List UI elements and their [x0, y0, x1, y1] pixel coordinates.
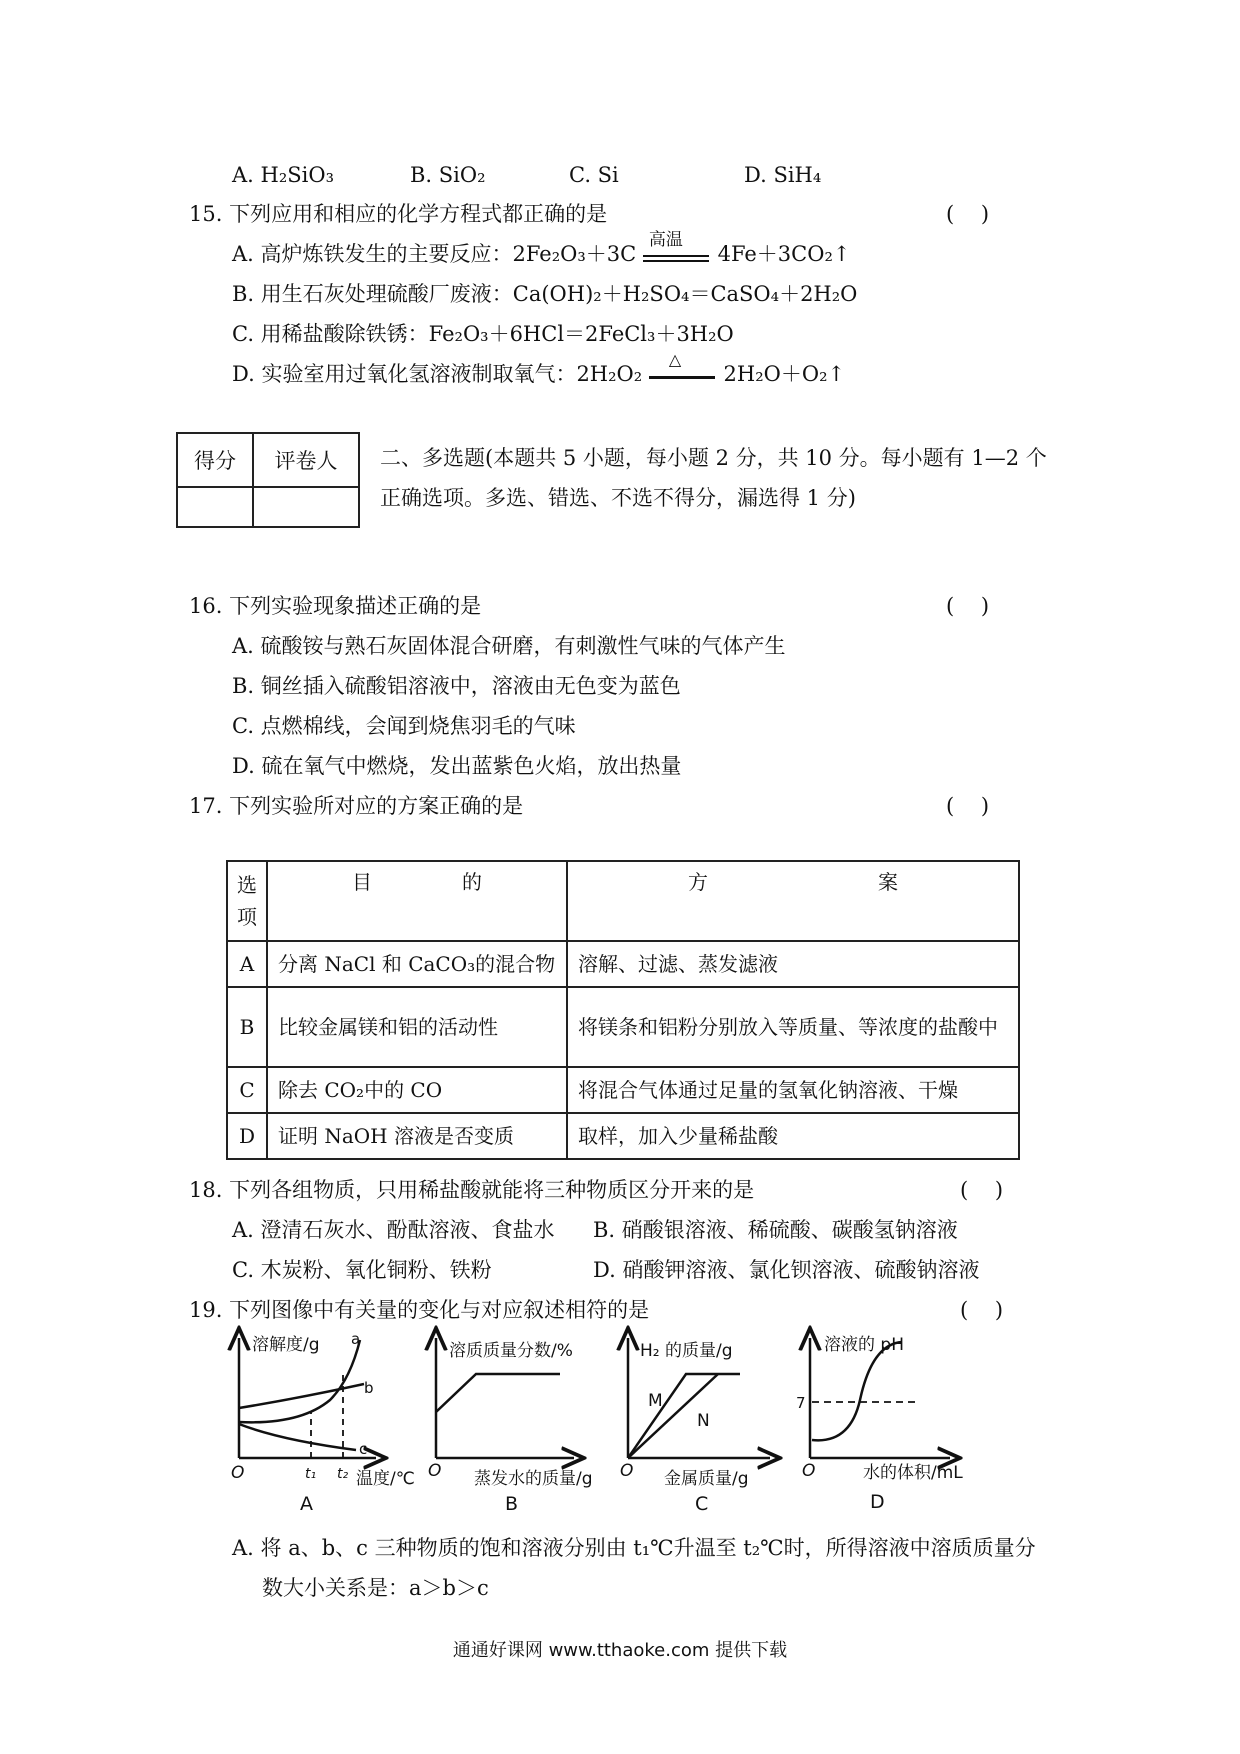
- q19-stem: 19. 下列图像中有关量的变化与对应叙述相符的是: [189, 1298, 650, 1322]
- q18-answer-paren: ( ): [960, 1178, 1004, 1202]
- graph-c-line-m: [628, 1374, 740, 1458]
- q16-option-a: A. 硫酸铵与熟石灰固体混合研磨，有刺激性气味的气体产生: [232, 634, 786, 658]
- graph-c-ylabel: H₂ 的质量/g: [640, 1341, 733, 1361]
- q17-row-a-option: A: [227, 941, 267, 987]
- q15-answer-paren: ( ): [946, 202, 990, 226]
- q18-option-b: B. 硝酸银溶液、稀硫酸、碳酸氢钠溶液: [593, 1218, 958, 1242]
- q14-option-b: B. SiO₂: [410, 163, 486, 187]
- q17-row-c-purpose: 除去 CO₂中的 CO: [267, 1067, 567, 1113]
- section2-line2: 正确选项。多选、错选、不选不得分，漏选得 1 分): [380, 486, 856, 510]
- graph-d: [810, 1338, 950, 1458]
- q14-option-a: A. H₂SiO₃: [232, 163, 334, 187]
- graph-a-caption: A: [300, 1493, 313, 1515]
- q15-stem: 15. 下列应用和相应的化学方程式都正确的是: [189, 202, 608, 226]
- q17-header-plan-1: 方: [688, 870, 708, 894]
- q15-d-products: 2H₂O＋O₂↑: [723, 362, 846, 386]
- graph-a-label-a: a: [351, 1330, 361, 1348]
- q16-answer-paren: ( ): [946, 594, 990, 618]
- grader-label: 评卷人: [254, 434, 358, 488]
- q17-row-a-purpose: 分离 NaCl 和 CaCO₃的混合物: [267, 941, 567, 987]
- q18-option-c: C. 木炭粉、氧化铜粉、铁粉: [232, 1258, 492, 1282]
- graph-c-origin: O: [620, 1461, 634, 1481]
- q15-a-condition: 高温: [648, 229, 683, 250]
- q17-row-d-purpose: 证明 NaOH 溶液是否变质: [267, 1113, 567, 1159]
- q16-option-b: B. 铜丝插入硫酸铝溶液中，溶液由无色变为蓝色: [232, 674, 681, 698]
- graph-b-origin: O: [428, 1461, 442, 1481]
- graph-b-ylabel: 溶质质量分数/%: [449, 1341, 573, 1361]
- q17-header-plan-2: 案: [878, 870, 898, 894]
- graph-c-xlabel: 金属质量/g: [664, 1469, 749, 1489]
- q17-row-a-plan: 溶解、过滤、蒸发滤液: [567, 941, 1019, 987]
- q17-header-option-1: 选: [237, 873, 257, 897]
- section2-line1: 二、多选题(本题共 5 小题，每小题 2 分，共 10 分。每小题有 1—2 个: [380, 446, 1047, 470]
- graph-a-xlabel: 温度/℃: [356, 1469, 415, 1489]
- graph-b-xlabel: 蒸发水的质量/g: [474, 1469, 593, 1489]
- graph-c-caption: C: [695, 1493, 709, 1515]
- graph-b-line: [436, 1374, 560, 1412]
- score-label: 得分: [178, 434, 254, 488]
- q17-row-b-purpose: 比较金属镁和铝的活动性: [267, 987, 567, 1067]
- page-footer: 通通好课网 www.tthaoke.com 提供下载: [452, 1640, 788, 1661]
- q17-header-purpose-2: 的: [462, 870, 482, 894]
- q16-option-c: C. 点燃棉线，会闻到烧焦羽毛的气味: [232, 714, 576, 738]
- q15-a-products: 4Fe＋3CO₂↑: [717, 242, 851, 266]
- q15-d-reactants: D. 实验室用过氧化氢溶液制取氧气：2H₂O₂: [232, 362, 643, 386]
- graph-a-ylabel: 溶解度/g: [252, 1335, 320, 1355]
- q18-option-d: D. 硝酸钾溶液、氯化钡溶液、硫酸钠溶液: [593, 1258, 980, 1282]
- q17-answer-paren: ( ): [946, 794, 990, 818]
- graph-c-label-m: M: [648, 1391, 663, 1411]
- graph-d-caption: D: [870, 1491, 885, 1513]
- q14-option-d: D. SiH₄: [744, 163, 822, 187]
- q18-stem: 18. 下列各组物质，只用稀盐酸就能将三种物质区分开来的是: [189, 1178, 755, 1202]
- q17-row-c-option: C: [227, 1067, 267, 1113]
- graph-a-label-b: b: [364, 1379, 374, 1397]
- graph-d-mark-7: 7: [796, 1394, 806, 1412]
- graph-c-label-n: N: [697, 1411, 710, 1431]
- graph-a-curve-b: [239, 1384, 364, 1408]
- q14-option-c: C. Si: [569, 163, 619, 187]
- q15-option-c: C. 用稀盐酸除铁锈：Fe₂O₃＋6HCl＝2FeCl₃＋3H₂O: [232, 322, 734, 346]
- q18-option-a: A. 澄清石灰水、酚酞溶液、食盐水: [232, 1218, 555, 1242]
- graph-a: [239, 1338, 376, 1458]
- q16-option-d: D. 硫在氧气中燃烧，发出蓝紫色火焰，放出热量: [232, 754, 682, 778]
- graph-a-curve-c: [239, 1424, 356, 1450]
- graph-d-curve: [812, 1342, 902, 1440]
- graph-d-ylabel: 溶液的 pH: [824, 1335, 904, 1355]
- q19-option-a-line2: 数大小关系是：a＞b＞c: [262, 1576, 489, 1600]
- graph-a-t1: t₁: [305, 1466, 317, 1482]
- q17-row-c-plan: 将混合气体通过足量的氢氧化钠溶液、干燥: [567, 1067, 1019, 1113]
- graph-a-t2: t₂: [337, 1466, 349, 1482]
- q17-header-option-2: 项: [237, 905, 257, 929]
- graph-d-xlabel: 水的体积/mL: [863, 1463, 963, 1483]
- q19-answer-paren: ( ): [960, 1298, 1004, 1322]
- q17-row-b-option: B: [227, 987, 267, 1067]
- q17-header-purpose-1: 目: [352, 870, 372, 894]
- graph-b-caption: B: [505, 1493, 519, 1515]
- q19-option-a-line1: A. 将 a、b、c 三种物质的饱和溶液分别由 t₁℃升温至 t₂℃时，所得溶液中溶质质量分: [232, 1536, 1036, 1560]
- graph-a-label-c: c: [359, 1440, 368, 1458]
- q17-row-b-plan: 将镁条和铝粉分别放入等质量、等浓度的盐酸中: [567, 987, 1019, 1067]
- q16-stem: 16. 下列实验现象描述正确的是: [189, 594, 482, 618]
- q17-row-d-option: D: [227, 1113, 267, 1159]
- graph-a-origin: O: [231, 1463, 245, 1483]
- q15-d-condition: △: [668, 349, 682, 369]
- q17-stem: 17. 下列实验所对应的方案正确的是: [189, 794, 524, 818]
- q15-a-reactants: A. 高炉炼铁发生的主要反应：2Fe₂O₃＋3C: [232, 242, 637, 266]
- q17-row-d-plan: 取样，加入少量稀盐酸: [567, 1113, 1019, 1159]
- graph-d-origin: O: [802, 1461, 816, 1481]
- q15-option-b: B. 用生石灰处理硫酸厂废液：Ca(OH)₂＋H₂SO₄＝CaSO₄＋2H₂O: [232, 282, 858, 306]
